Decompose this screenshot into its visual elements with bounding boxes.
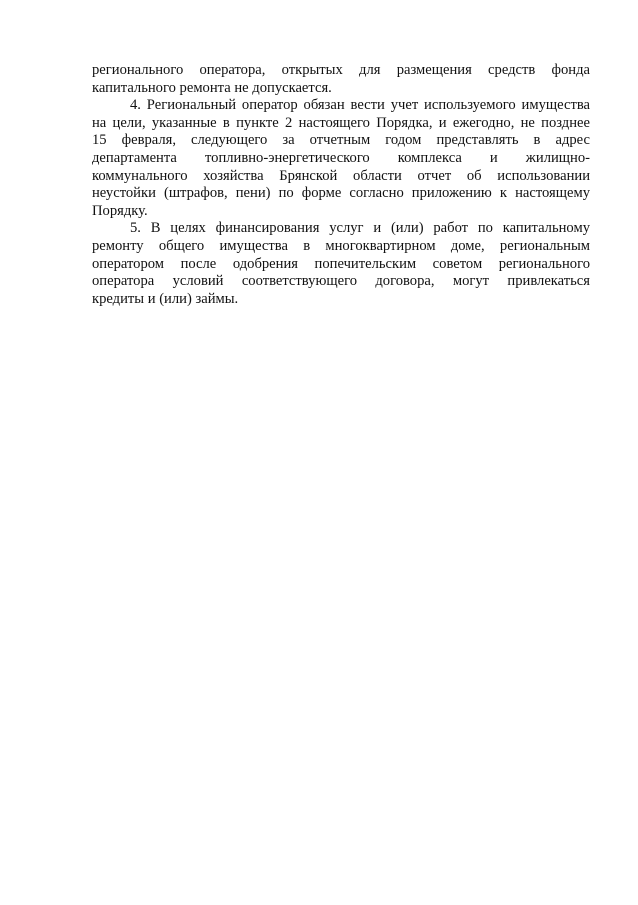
paragraph-item-5 <box>92 220 590 308</box>
text-line: неустойки (штрафов, пени) по форме согласно приложению к настоящему <box>92 185 590 202</box>
text-line: на цели, указанные в пункте 2 настоящего Порядка, и ежегодно, не позднее <box>92 114 590 131</box>
text-line: оператора условий соответствующего договора, могут привлекаться <box>92 273 590 290</box>
text-line: 4. Региональный оператор обязан вести учет используемого имущества <box>130 97 590 114</box>
text-line: 5. В целях финансирования услуг и (или) работ по капитальному <box>130 220 590 237</box>
paragraph-continuation <box>92 62 590 97</box>
text-line: оператором после одобрения попечительским советом регионального <box>92 255 590 272</box>
text-line: коммунального хозяйства Брянской области отчет об использовании <box>92 167 590 184</box>
text-line: Порядку. <box>92 202 148 219</box>
text-line: департамента топливно-энергетического комплекса и жилищно- <box>92 149 590 166</box>
text-line: кредиты и (или) займы. <box>92 290 239 307</box>
text-line: ремонту общего имущества в многоквартирном доме, региональным <box>92 237 590 254</box>
document-body <box>92 62 590 308</box>
text-line: регионального оператора, открытых для размещения средств фонда <box>92 62 590 78</box>
text-line: капитального ремонта не допускается. <box>92 79 332 96</box>
text-line: 15 февраля, следующего за отчетным годом представлять в адрес <box>92 132 590 149</box>
paragraph-item-4 <box>92 97 590 220</box>
